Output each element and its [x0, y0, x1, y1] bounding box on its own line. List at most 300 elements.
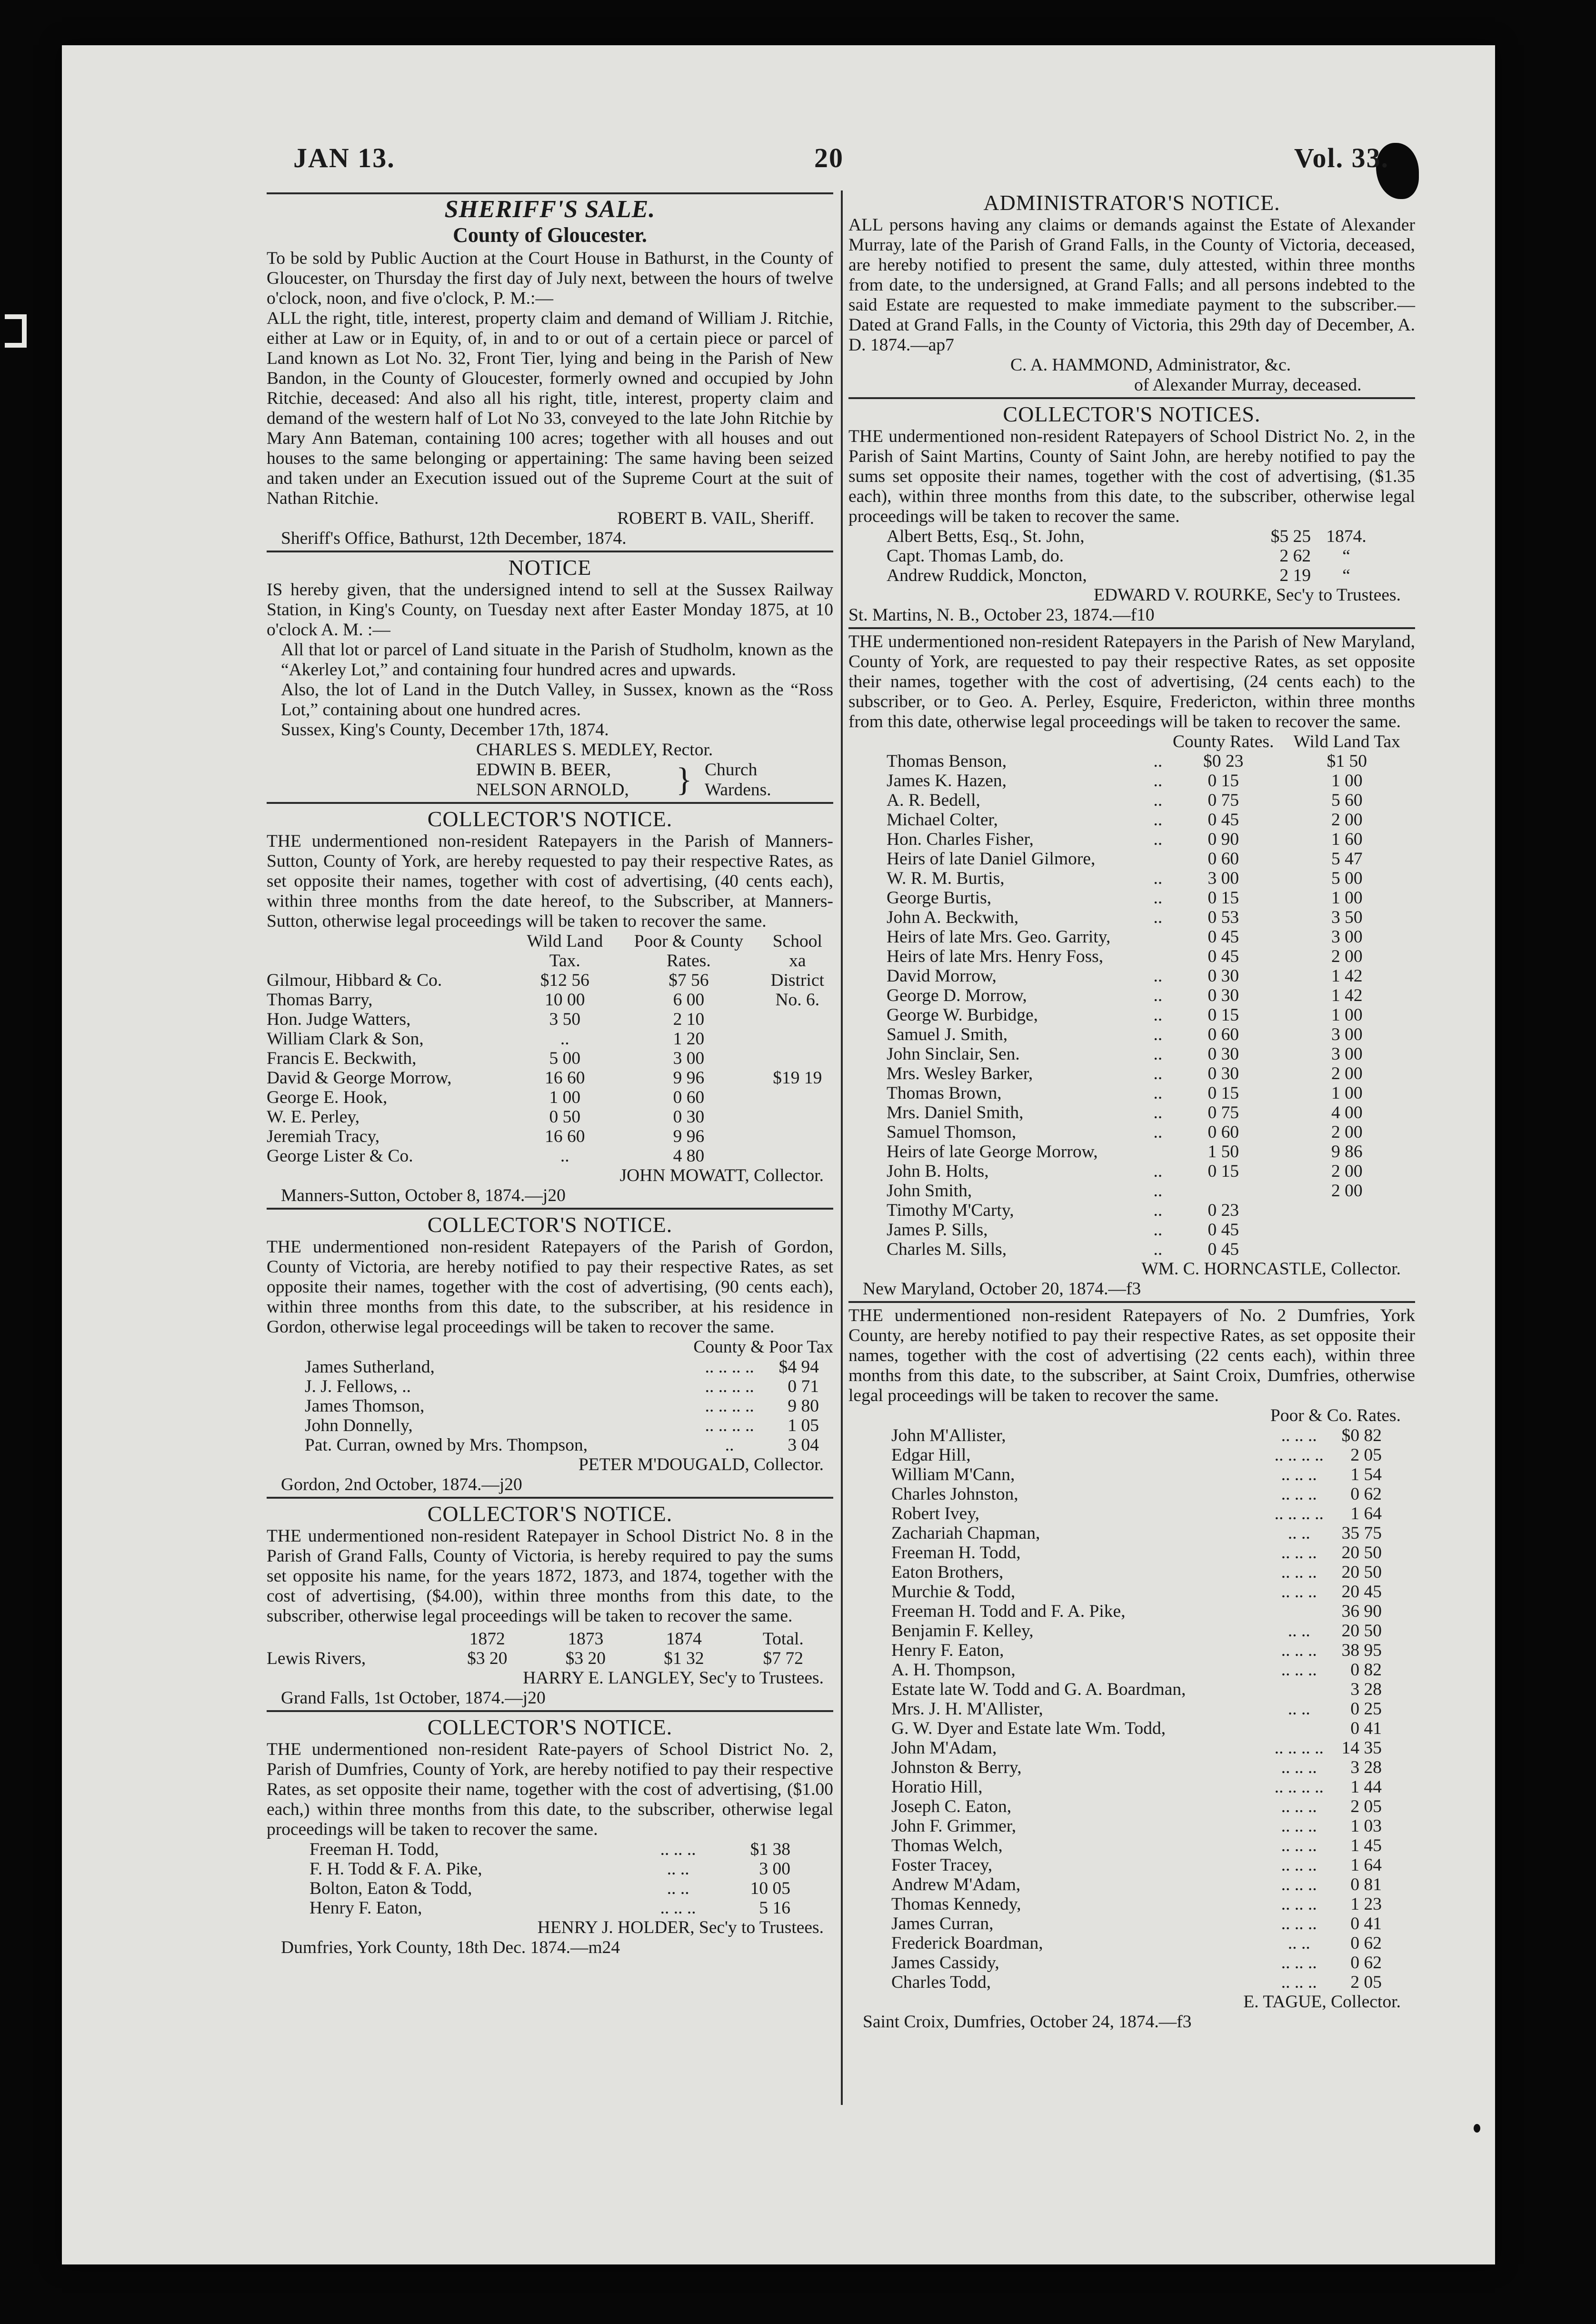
leader-dots: ..	[1153, 751, 1163, 771]
leader-dots: .. .. ..	[1281, 1816, 1317, 1836]
amount: 1 03	[1350, 1816, 1382, 1836]
table-row	[891, 1816, 1382, 1836]
leader-dots: .. .. .. ..	[1274, 1445, 1324, 1465]
table-row	[887, 1064, 1410, 1083]
wild-land-tax: 1 00	[1331, 1005, 1363, 1025]
leader-dots: .. .. ..	[1281, 1973, 1317, 1992]
leader-dots: .. .. ..	[1281, 1894, 1317, 1914]
wild-land-tax: 3 00	[1331, 1025, 1363, 1044]
amount: 1 05	[788, 1416, 819, 1435]
leader-dots: ..	[1153, 869, 1163, 888]
ratepayer-name: Charles Todd,	[891, 1973, 991, 1992]
ratepayer-name: Henry F. Eaton,	[891, 1641, 1004, 1660]
paragraph: To be sold by Public Auction at the Court House in Bathurst, in the County of Gloucester, on Thursday the first day of July next, between the hours of twelve o'clock, noon, and five o'clock, P. M.:—	[267, 249, 833, 308]
column-header: Rates.	[667, 951, 711, 971]
leader-dots: .. .. ..	[1281, 1484, 1317, 1504]
administrators-notice	[848, 190, 1415, 395]
county-rate: 0 45	[1207, 1240, 1239, 1259]
table-row	[887, 1122, 1410, 1142]
table-row	[891, 1836, 1382, 1855]
column-header: xa	[789, 951, 806, 971]
ratepayer-name: Henry F. Eaton,	[309, 1898, 422, 1918]
signature: ROBERT B. VAIL, Sheriff.	[617, 509, 814, 528]
wild-land-tax: 16 60	[545, 1068, 585, 1088]
column-divider	[841, 190, 843, 2105]
leader-dots: .. .. .. ..	[705, 1357, 754, 1377]
table-row	[891, 1680, 1382, 1699]
table-row	[887, 888, 1410, 908]
amount: $5 25	[1270, 527, 1311, 546]
rates-table	[891, 1426, 1382, 1992]
ratepayer-name: Andrew M'Adam,	[891, 1875, 1021, 1894]
amount: 1 64	[1350, 1855, 1382, 1875]
ratepayer-name: William Clark & Son,	[267, 1029, 424, 1049]
county-rate: 0 15	[1207, 1162, 1239, 1181]
wild-land-tax	[1284, 1220, 1411, 1240]
ratepayer-name: Gilmour, Hibbard & Co.	[267, 971, 442, 990]
ratepayer-name: Freeman H. Todd,	[891, 1543, 1021, 1563]
table-row	[887, 810, 1410, 830]
amount: 35 75	[1341, 1523, 1382, 1543]
year-note: 1874.	[1326, 527, 1367, 546]
ratepayer-name: F. H. Todd & F. A. Pike,	[309, 1859, 482, 1879]
rule	[848, 1301, 1415, 1303]
table-row	[891, 1621, 1382, 1641]
leader-dots: .. .. ..	[1281, 1797, 1317, 1816]
ratepayer-name: Mrs. J. H. M'Allister,	[891, 1699, 1043, 1719]
column-header: County Rates.	[1173, 732, 1274, 751]
leader-dots: .. .. .. ..	[705, 1377, 754, 1396]
amount: $3 20	[565, 1649, 606, 1668]
table-row	[891, 1523, 1382, 1543]
ratepayer-name: John Sinclair, Sen.	[887, 1044, 1020, 1064]
county-rate: 1 50	[1207, 1142, 1239, 1162]
ratepayer-name: Hon. Judge Watters,	[267, 1010, 411, 1029]
amount: 0 41	[1350, 1719, 1382, 1738]
signature: NELSON ARNOLD,	[476, 780, 629, 800]
leader-dots	[1267, 1680, 1330, 1699]
county-rate: 0 90	[1207, 830, 1239, 849]
county-rate: 0 75	[1207, 791, 1239, 810]
table-row	[305, 1435, 819, 1455]
ratepayer-name: John Smith,	[887, 1181, 972, 1201]
leader-dots: ..	[1153, 908, 1163, 927]
amount: 1 54	[1350, 1465, 1382, 1484]
wild-land-tax: 1 00	[1331, 888, 1363, 908]
table-row	[887, 1240, 1410, 1259]
table-row	[891, 1933, 1382, 1953]
signature: EDWIN B. BEER,	[476, 760, 611, 780]
ratepayer-name: Heirs of late George Morrow,	[887, 1142, 1098, 1162]
leader-dots: .. ..	[1287, 1699, 1310, 1719]
county-rate: 0 15	[1207, 888, 1239, 908]
signature: of Alexander Murray, deceased.	[1134, 375, 1362, 395]
amount: 0 62	[1350, 1484, 1382, 1504]
notice-sale	[267, 555, 833, 800]
signature: CHARLES S. MEDLEY, Rector.	[476, 740, 713, 760]
amount: 20 50	[1341, 1621, 1382, 1641]
wild-land-tax: 1 00	[1331, 771, 1363, 791]
amount: 10 05	[750, 1879, 790, 1898]
ratepayer-name: Estate late W. Todd and G. A. Boardman,	[891, 1680, 1186, 1699]
table-row	[891, 1875, 1382, 1894]
ratepayer-name: Jeremiah Tracy,	[267, 1127, 380, 1146]
amount: 2 05	[1350, 1797, 1382, 1816]
table-row	[887, 1181, 1410, 1201]
collector-notice-dumfries-no2	[848, 1306, 1415, 2032]
table-row	[891, 1484, 1382, 1504]
amount: 5 16	[759, 1898, 790, 1918]
collector-notice-new-maryland	[848, 632, 1415, 1299]
wild-land-tax: $1 50	[1327, 751, 1367, 771]
column-header: Tax.	[549, 951, 580, 971]
table-row	[309, 1898, 790, 1918]
table-row	[267, 1010, 833, 1029]
table-row	[267, 1088, 833, 1107]
amount: 14 35	[1341, 1738, 1382, 1758]
leader-dots: ..	[1153, 1044, 1163, 1064]
amount: 3 04	[788, 1435, 819, 1455]
leader-dots: .. .. ..	[1281, 1426, 1317, 1445]
column-header: Total.	[762, 1629, 804, 1649]
ratepayer-name: Horatio Hill,	[891, 1777, 983, 1797]
dateline: Sussex, King's County, December 17th, 1874.	[281, 720, 609, 740]
amount: 0 71	[788, 1377, 819, 1396]
table-row	[887, 771, 1410, 791]
ratepayer-name: Andrew Ruddick, Moncton,	[887, 566, 1087, 585]
wild-land-tax: 10 00	[545, 990, 585, 1010]
sheriffs-sale	[267, 197, 833, 549]
ratepayer-name: Frederick Boardman,	[891, 1933, 1043, 1953]
rates-table	[267, 1629, 833, 1668]
table-row	[309, 1840, 790, 1859]
amount: $4 94	[778, 1357, 819, 1377]
leader-dots: ..	[1153, 771, 1163, 791]
leader-dots: .. .. ..	[1281, 1758, 1317, 1777]
paragraph: THE undermentioned non-resident Ratepayers in the Parish of New Maryland, County of York, are requested to pay their respective Rates, as set opposite their names, together with the cost of advertising, (24 cents each) to the subscriber, or to Geo. A. Perley, Esquire, Fredericton, within three months from this date, otherwise legal proceedings will be taken to recover the same.	[848, 632, 1415, 731]
ratepayer-name: Johnston & Berry,	[891, 1758, 1022, 1777]
poor-county-rate: 9 96	[673, 1127, 705, 1146]
ratepayer-name: David Morrow,	[887, 966, 997, 986]
ratepayer-name: James P. Sills,	[887, 1220, 988, 1240]
leader-dots: .. .. .. ..	[1274, 1777, 1324, 1797]
ratepayer-name: George Lister & Co.	[267, 1146, 413, 1166]
table-row	[887, 791, 1410, 810]
section-title: NOTICE	[508, 555, 592, 580]
brace: }	[676, 761, 692, 798]
amount: 3 28	[1350, 1680, 1382, 1699]
dateline: Sheriff's Office, Bathurst, 12th December, 1874.	[281, 529, 627, 548]
table-row	[267, 1029, 833, 1049]
ratepayer-name: A. H. Thompson,	[891, 1660, 1016, 1680]
ratepayer-name: James K. Hazen,	[887, 771, 1007, 791]
paragraph: All that lot or parcel of Land situate in the Parish of Studholm, known as the “Akerley Lot,” and containing four hundred acres and upwards.	[281, 640, 833, 680]
rule	[267, 1710, 833, 1712]
table-row	[891, 1445, 1382, 1465]
amount: 3 28	[1350, 1758, 1382, 1777]
rates-table	[305, 1357, 819, 1455]
table-row	[891, 1973, 1382, 1992]
leader-dots	[1153, 927, 1163, 947]
county-rate: 0 60	[1207, 1025, 1239, 1044]
ratepayer-name: Lewis Rivers,	[267, 1649, 366, 1668]
wild-land-tax: 5 60	[1331, 791, 1363, 810]
poor-county-rate: 0 60	[673, 1088, 705, 1107]
table-row	[305, 1416, 819, 1435]
leader-dots: ..	[1153, 986, 1163, 1005]
leader-dots: .. ..	[1287, 1621, 1310, 1641]
leader-dots: ..	[1153, 888, 1163, 908]
county-rate: 0 60	[1207, 1122, 1239, 1142]
amount: 20 50	[1341, 1563, 1382, 1582]
school-rate: District	[770, 971, 825, 990]
year-note: “	[1342, 566, 1350, 585]
county-rate: 0 75	[1207, 1103, 1239, 1122]
ratepayer-name: Thomas Barry,	[267, 990, 373, 1010]
table-row	[887, 751, 1410, 771]
rule	[267, 802, 833, 804]
ratepayer-name: John Donnelly,	[305, 1416, 413, 1435]
rates-table	[309, 1840, 790, 1918]
header-volume: Vol. 33.	[1294, 142, 1389, 173]
leader-dots	[1153, 1142, 1163, 1162]
wild-land-tax: 9 86	[1331, 1142, 1363, 1162]
paragraph: ALL persons having any claims or demands against the Estate of Alexander Murray, late of the Parish of Grand Falls, in the County of Victoria, deceased, are hereby notified to present the same, duly attested, within three months from date, to the undersigned, at Grand Falls; and all persons indebted to the said Estate are requested to make immediate payment to the subscriber.—Dated at Grand Falls, in the County of Victoria, this 29th day of December, A. D. 1874.—ap7	[848, 215, 1415, 355]
ratepayer-name: James Cassidy,	[891, 1953, 999, 1973]
signature: C. A. HAMMOND, Administrator, &c.	[1010, 355, 1291, 375]
leader-dots: .. .. ..	[1281, 1543, 1317, 1563]
county-rate: 0 45	[1207, 947, 1239, 966]
table-row	[891, 1660, 1382, 1680]
amount: 1 64	[1350, 1504, 1382, 1523]
ink-spot	[1474, 2124, 1480, 2133]
poor-county-rate: 6 00	[673, 990, 705, 1010]
table-row	[267, 1127, 833, 1146]
wild-land-tax: 2 00	[1331, 810, 1363, 830]
section-title: COLLECTOR'S NOTICE.	[427, 807, 673, 831]
amount: $0 82	[1341, 1426, 1382, 1445]
poor-county-rate: 9 96	[673, 1068, 705, 1088]
section-title: SHERIFF'S SALE.	[444, 196, 656, 223]
rates-table	[887, 527, 1382, 585]
table-row	[891, 1699, 1382, 1719]
leader-dots: .. .. ..	[1281, 1641, 1317, 1660]
paragraph: THE undermentioned non-resident Rate-payers of School District No. 2, Parish of Dumfries, County of York, are hereby notified to pay their respective Rates, as set opposite their name, together with the cost of advertising, ($1.00 each,) within three months from this date, to the subscriber, otherwise legal proceedings will be taken to recover the same.	[267, 1740, 833, 1839]
ratepayer-name: Murchie & Todd,	[891, 1582, 1016, 1602]
paragraph: THE undermentioned non-resident Ratepayers of the Parish of Gordon, County of Victoria, are hereby notified to pay their respective Rates, as set opposite their names, together with the cost of advertising, (90 cents each), within three months from this date, to the subscriber, at his residence in Gordon, otherwise legal proceedings will be taken to recover the same.	[267, 1237, 833, 1337]
leader-dots: .. .. .. ..	[705, 1396, 754, 1416]
column-header: Wild Land Tax	[1293, 732, 1400, 751]
table-row	[887, 1025, 1410, 1044]
table-row	[305, 1357, 819, 1377]
leader-dots: ..	[1153, 1122, 1163, 1142]
ratepayer-name: James Curran,	[891, 1914, 994, 1933]
label: Church	[705, 760, 758, 780]
county-rate: 0 30	[1207, 1064, 1239, 1083]
left-column	[267, 190, 833, 1958]
table-row	[887, 986, 1410, 1005]
amount: 36 90	[1341, 1602, 1382, 1621]
ratepayer-name: W. R. M. Burtis,	[887, 869, 1005, 888]
poor-county-rate: 4 80	[673, 1146, 705, 1166]
ratepayer-name: Thomas Welch,	[891, 1836, 1003, 1855]
leader-dots: .. ..	[1287, 1523, 1310, 1543]
leader-dots: .. .. ..	[1281, 1914, 1317, 1933]
table-row	[309, 1859, 790, 1879]
leader-dots: ..	[1153, 830, 1163, 849]
collector-notice-st-martins	[848, 402, 1415, 625]
wild-land-tax: ..	[560, 1029, 569, 1049]
rule	[267, 192, 833, 194]
ratepayer-name: Albert Betts, Esq., St. John,	[887, 527, 1085, 546]
amount: 20 50	[1341, 1543, 1382, 1563]
leader-dots: .. ..	[667, 1879, 689, 1898]
county-heading: County of Gloucester.	[453, 223, 647, 247]
amount: 2 05	[1350, 1973, 1382, 1992]
wild-land-tax: $12 56	[540, 971, 589, 990]
leader-dots: ..	[1153, 1005, 1163, 1025]
dateline: St. Martins, N. B., October 23, 1874.—f10	[848, 605, 1155, 625]
table-row	[891, 1426, 1382, 1445]
section-title: ADMINISTRATOR'S NOTICE.	[983, 190, 1280, 215]
leader-dots: ..	[1153, 1162, 1163, 1181]
county-rate: 0 30	[1207, 986, 1239, 1005]
leader-dots: .. .. ..	[1281, 1836, 1317, 1855]
table-row	[887, 869, 1410, 888]
county-rate: 0 15	[1207, 771, 1239, 791]
wild-land-tax	[1284, 1201, 1411, 1220]
amount: 1 44	[1350, 1777, 1382, 1797]
ratepayer-name: William M'Cann,	[891, 1465, 1015, 1484]
county-rate	[1163, 1181, 1283, 1201]
ratepayer-name: Thomas Kennedy,	[891, 1894, 1021, 1914]
amount: $1 32	[664, 1649, 704, 1668]
signature: JOHN MOWATT, Collector.	[619, 1166, 824, 1185]
dateline: Grand Falls, 1st October, 1874.—j20	[281, 1688, 546, 1708]
table-row	[891, 1543, 1382, 1563]
wild-land-tax: 0 50	[549, 1107, 581, 1127]
amount: 0 81	[1350, 1875, 1382, 1894]
leader-dots: .. .. ..	[1281, 1875, 1317, 1894]
table-row	[891, 1953, 1382, 1973]
wild-land-tax	[1284, 1240, 1411, 1259]
table-row	[891, 1797, 1382, 1816]
ratepayer-name: Freeman H. Todd and F. A. Pike,	[891, 1602, 1126, 1621]
wild-land-tax: 1 42	[1331, 986, 1363, 1005]
county-rate: 0 15	[1207, 1005, 1239, 1025]
table-row	[887, 1142, 1410, 1162]
signature: E. TAGUE, Collector.	[1243, 1992, 1401, 2012]
rule	[267, 551, 833, 552]
wild-land-tax: 4 00	[1331, 1103, 1363, 1122]
ratepayer-name: Heirs of late Mrs. Geo. Garrity,	[887, 927, 1111, 947]
leader-dots	[1153, 947, 1163, 966]
amount: $3 20	[467, 1649, 508, 1668]
collector-notice-manners-sutton	[267, 807, 833, 1206]
ratepayer-name: Joseph C. Eaton,	[891, 1797, 1012, 1816]
wild-land-tax: 2 00	[1331, 947, 1363, 966]
ratepayer-name: Edgar Hill,	[891, 1445, 971, 1465]
label: Wardens.	[705, 780, 771, 800]
ratepayer-name: Samuel Thomson,	[887, 1122, 1017, 1142]
amount: 9 80	[788, 1396, 819, 1416]
poor-county-rate: $7 56	[668, 971, 709, 990]
leader-dots: ..	[1153, 1201, 1163, 1220]
amount: 0 25	[1350, 1699, 1382, 1719]
rule	[267, 1497, 833, 1499]
header-date: JAN 13.	[293, 142, 395, 173]
ratepayer-name: John F. Grimmer,	[891, 1816, 1017, 1836]
table-row	[891, 1465, 1382, 1484]
wild-land-tax: 2 00	[1331, 1181, 1363, 1201]
county-rate: 0 15	[1207, 1083, 1239, 1103]
leader-dots	[1153, 849, 1163, 869]
ratepayer-name: David & George Morrow,	[267, 1068, 452, 1088]
table-row	[887, 1162, 1410, 1181]
poor-county-rate: 1 20	[673, 1029, 705, 1049]
ratepayer-name: John A. Beckwith,	[887, 908, 1019, 927]
leader-dots: .. .. ..	[1281, 1582, 1317, 1602]
wild-land-tax: 5 00	[1331, 869, 1363, 888]
ratepayer-name: A. R. Bedell,	[887, 791, 980, 810]
wild-land-tax: 2 00	[1331, 1064, 1363, 1083]
column-header: Poor & Co. Rates.	[1270, 1406, 1401, 1425]
ratepayer-name: George Burtis,	[887, 888, 992, 908]
wild-land-tax: 1 60	[1331, 830, 1363, 849]
leader-dots	[1267, 1719, 1330, 1738]
ratepayer-name: George D. Morrow,	[887, 986, 1027, 1005]
leader-dots: .. ..	[1287, 1933, 1310, 1953]
leader-dots: .. .. ..	[660, 1840, 696, 1859]
edge-mark	[5, 314, 27, 348]
county-rate: 0 45	[1207, 810, 1239, 830]
leader-dots: .. .. ..	[1281, 1563, 1317, 1582]
ratepayer-name: Foster Tracey,	[891, 1855, 993, 1875]
leader-dots: .. ..	[667, 1859, 689, 1879]
table-row	[267, 1068, 833, 1088]
paragraph: THE undermentioned non-resident Ratepayers in the Parish of Manners-Sutton, County of York, are hereby requested to pay their respective Rates, as set opposite their names, together with cost of advertising, (40 cents each), within three months from the date hereof, to the Subscriber, at Manners-Sutton, otherwise legal proceedings will be taken to recover the same.	[267, 831, 833, 931]
rule	[267, 1208, 833, 1210]
signature-wardens	[267, 760, 833, 800]
header-page-number: 20	[814, 142, 844, 173]
table-row	[891, 1777, 1382, 1797]
table-row	[305, 1377, 819, 1396]
table-row	[891, 1504, 1382, 1523]
leader-dots: .. .. ..	[1281, 1953, 1317, 1973]
ratepayer-name: Michael Colter,	[887, 810, 998, 830]
leader-dots: ..	[1153, 1064, 1163, 1083]
poor-county-rate: 3 00	[673, 1049, 705, 1068]
county-rate: 0 30	[1207, 1044, 1239, 1064]
amount: 38 95	[1341, 1641, 1382, 1660]
county-rate: 0 53	[1207, 908, 1239, 927]
collector-notice-dumfries	[267, 1715, 833, 1958]
paragraph: Also, the lot of Land in the Dutch Valley, in Sussex, known as the “Ross Lot,” containing about one hundred acres.	[281, 680, 833, 720]
column-header: Poor & County	[634, 932, 743, 951]
ratepayer-name: Benjamin F. Kelley,	[891, 1621, 1034, 1641]
paragraph: THE undermentioned non-resident Ratepayers of No. 2 Dumfries, York County, are hereby notified to pay their respective Rates, as set opposite their names, together with the cost of advertising (22 cents each), within three months from this date, to the subscriber, at Saint Croix, Dumfries, otherwise legal proceedings will be taken to recover the same.	[848, 1306, 1415, 1405]
ratepayer-name: John B. Holts,	[887, 1162, 989, 1181]
ratepayer-name: Zachariah Chapman,	[891, 1523, 1040, 1543]
ratepayer-name: James Sutherland,	[305, 1357, 435, 1377]
table-row	[887, 1083, 1410, 1103]
county-rate: 3 00	[1207, 869, 1239, 888]
amount: 1 23	[1350, 1894, 1382, 1914]
rule	[848, 627, 1415, 629]
signature: WM. C. HORNCASTLE, Collector.	[1141, 1259, 1401, 1279]
wild-land-tax: 3 00	[1331, 927, 1363, 947]
column-header: Wild Land	[527, 932, 603, 951]
